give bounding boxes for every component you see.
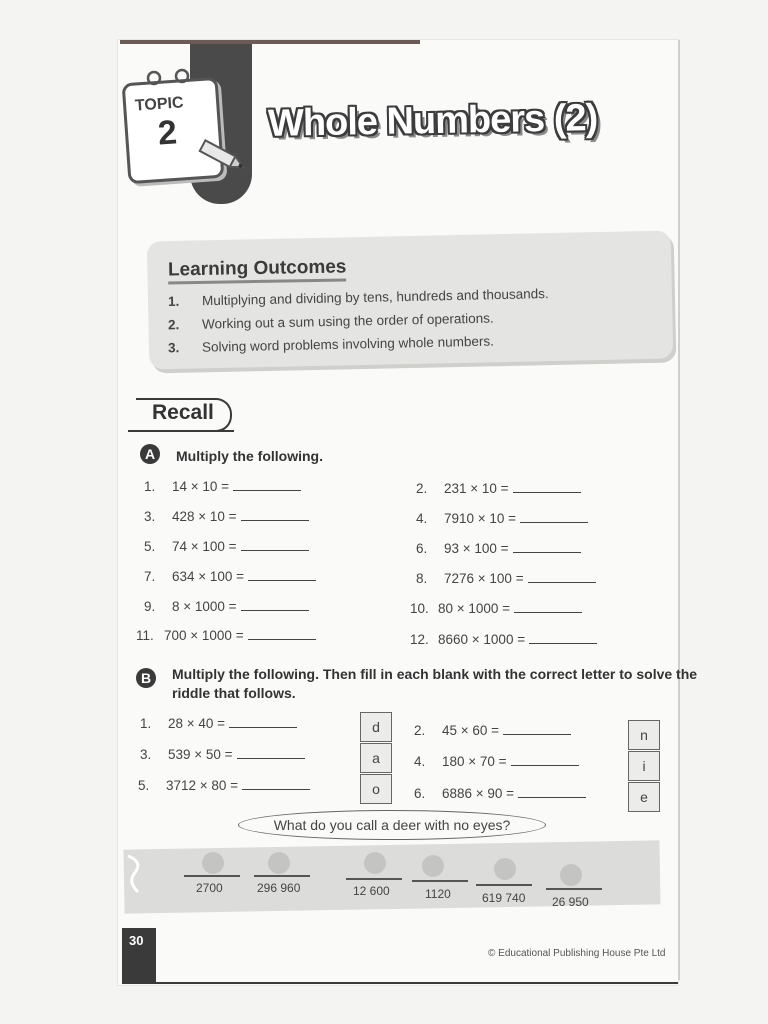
pencil-icon xyxy=(196,138,248,174)
question-number: 6. xyxy=(416,541,428,556)
answer-value: 12 600 xyxy=(353,884,390,898)
answer-blank[interactable] xyxy=(229,715,297,728)
question-number: 10. xyxy=(410,601,429,616)
riddle-question: What do you call a deer with no eyes? xyxy=(238,810,546,840)
page-number: 30 xyxy=(129,933,144,948)
answer-line xyxy=(476,884,532,886)
bottom-rule xyxy=(122,982,678,984)
letter-box-n: n xyxy=(628,720,660,750)
answer-letter-slot[interactable] xyxy=(560,864,582,886)
answer-blank[interactable] xyxy=(248,568,316,581)
question-b3 xyxy=(140,746,305,762)
question-number: 2. xyxy=(414,723,426,738)
question-number: 7. xyxy=(144,569,156,584)
question-number: 5. xyxy=(138,778,150,793)
answer-blank[interactable] xyxy=(528,570,596,583)
letter-box-o: o xyxy=(360,774,392,804)
question-a2 xyxy=(416,480,581,496)
question-b5 xyxy=(138,777,310,793)
section-a-instruction: Multiply the following. xyxy=(176,448,323,464)
question-a9 xyxy=(144,598,309,614)
letter-box-e: e xyxy=(628,782,660,812)
question-expression: 8660 × 1000 = xyxy=(438,632,526,647)
question-number: 2. xyxy=(416,481,428,496)
answer-line xyxy=(346,878,402,880)
answer-blank[interactable] xyxy=(513,540,581,553)
answer-blank[interactable] xyxy=(518,785,586,798)
learning-outcome-text: Multiplying and dividing by tens, hundreds and thousands. xyxy=(201,286,549,309)
answer-blank[interactable] xyxy=(529,631,597,644)
recall-underline xyxy=(128,430,234,432)
question-a10 xyxy=(410,600,582,616)
question-a7 xyxy=(144,568,316,584)
topic-word: TOPIC xyxy=(134,94,185,115)
answer-letter-slot[interactable] xyxy=(268,852,290,874)
question-a6 xyxy=(416,540,581,556)
question-a11 xyxy=(136,627,316,643)
question-number: 3. xyxy=(140,747,152,762)
question-expression: 539 × 50 = xyxy=(168,747,233,762)
section-b-badge: B xyxy=(136,668,156,688)
question-number: 4. xyxy=(416,511,428,526)
question-expression: 231 × 10 = xyxy=(444,481,509,496)
question-a3 xyxy=(144,508,309,524)
question-expression: 80 × 1000 = xyxy=(438,601,511,616)
answer-value: 26 950 xyxy=(552,895,589,909)
question-number: 9. xyxy=(144,599,156,614)
question-number: 8. xyxy=(416,571,428,586)
answer-blank[interactable] xyxy=(242,777,310,790)
answer-blank[interactable] xyxy=(513,480,581,493)
question-number: 5. xyxy=(144,539,156,554)
question-expression: 28 × 40 = xyxy=(168,716,226,731)
answer-value: 296 960 xyxy=(257,881,301,895)
answer-letter-slot[interactable] xyxy=(202,852,224,874)
answer-blank[interactable] xyxy=(520,510,588,523)
question-number: 1. xyxy=(140,716,152,731)
answer-blank[interactable] xyxy=(503,722,571,735)
question-number: 4. xyxy=(414,754,426,769)
question-expression: 93 × 100 = xyxy=(444,541,509,556)
answer-line xyxy=(254,875,310,877)
learning-outcome-text: Working out a sum using the order of operations. xyxy=(201,310,494,332)
letter-box-a: a xyxy=(360,743,392,773)
letter-box-i: i xyxy=(628,751,660,781)
page-title: Whole Numbers (2) xyxy=(267,97,598,145)
answer-blank[interactable] xyxy=(241,508,309,521)
copyright-notice: © Educational Publishing House Pte Ltd xyxy=(488,948,666,959)
answer-letter-slot[interactable] xyxy=(494,858,516,880)
letter-box-d: d xyxy=(360,712,392,742)
question-a1 xyxy=(144,478,301,494)
answer-blank[interactable] xyxy=(237,746,305,759)
question-expression: 14 × 10 = xyxy=(172,479,230,494)
question-expression: 7910 × 10 = xyxy=(444,511,517,526)
answer-blank[interactable] xyxy=(241,598,309,611)
section-b-instruction-line2: riddle that follows. xyxy=(172,685,296,701)
answer-blank[interactable] xyxy=(248,627,316,640)
answer-line xyxy=(546,888,602,890)
question-number: 1. xyxy=(144,479,156,494)
calendar-rings-icon xyxy=(140,68,200,88)
question-a4 xyxy=(416,510,588,526)
question-number: 6. xyxy=(414,786,426,801)
answer-line xyxy=(184,875,240,877)
answer-blank[interactable] xyxy=(511,753,579,766)
question-number: 11. xyxy=(136,628,154,643)
answer-blank[interactable] xyxy=(233,478,301,491)
question-expression: 8 × 1000 = xyxy=(172,599,237,614)
question-b1 xyxy=(140,715,297,731)
learning-outcome-number: 3. xyxy=(167,340,180,356)
question-b2 xyxy=(414,722,571,738)
question-a8 xyxy=(416,570,596,586)
learning-outcome-text: Solving word problems involving whole numbers. xyxy=(201,333,495,355)
answer-blank[interactable] xyxy=(241,538,309,551)
learning-outcome-number: 1. xyxy=(167,293,180,309)
right-rule xyxy=(678,40,680,980)
topic-number: 2 xyxy=(156,113,179,153)
answer-letter-slot[interactable] xyxy=(364,852,386,874)
answer-line xyxy=(412,880,468,882)
answer-value: 2700 xyxy=(196,881,223,895)
question-number: 3. xyxy=(144,509,156,524)
answer-value: 619 740 xyxy=(482,891,526,905)
answer-value: 1120 xyxy=(425,887,451,901)
question-a5 xyxy=(144,538,309,554)
question-expression: 634 × 100 = xyxy=(172,569,245,584)
learning-outcomes-title: Learning Outcomes xyxy=(168,256,347,284)
question-expression: 180 × 70 = xyxy=(442,754,507,769)
question-b4 xyxy=(414,753,579,769)
question-expression: 700 × 1000 = xyxy=(164,628,244,643)
section-b-instruction-line1: Multiply the following. Then fill in each blank with the correct letter to solve the xyxy=(172,666,698,682)
learning-outcome-number: 2. xyxy=(167,317,180,333)
section-a-badge: A xyxy=(140,444,160,464)
scroll-curl-icon xyxy=(124,852,150,902)
question-expression: 6886 × 90 = xyxy=(442,786,515,801)
question-expression: 74 × 100 = xyxy=(172,539,237,554)
question-expression: 45 × 60 = xyxy=(442,723,500,738)
question-number: 12. xyxy=(410,632,429,647)
question-expression: 3712 × 80 = xyxy=(166,778,239,793)
question-a12 xyxy=(410,631,597,647)
recall-heading: Recall xyxy=(152,401,214,424)
top-rule xyxy=(120,40,420,44)
question-expression: 428 × 10 = xyxy=(172,509,237,524)
question-b6 xyxy=(414,785,586,801)
answer-letter-slot[interactable] xyxy=(422,855,444,877)
answer-blank[interactable] xyxy=(514,600,582,613)
question-expression: 7276 × 100 = xyxy=(444,571,524,586)
